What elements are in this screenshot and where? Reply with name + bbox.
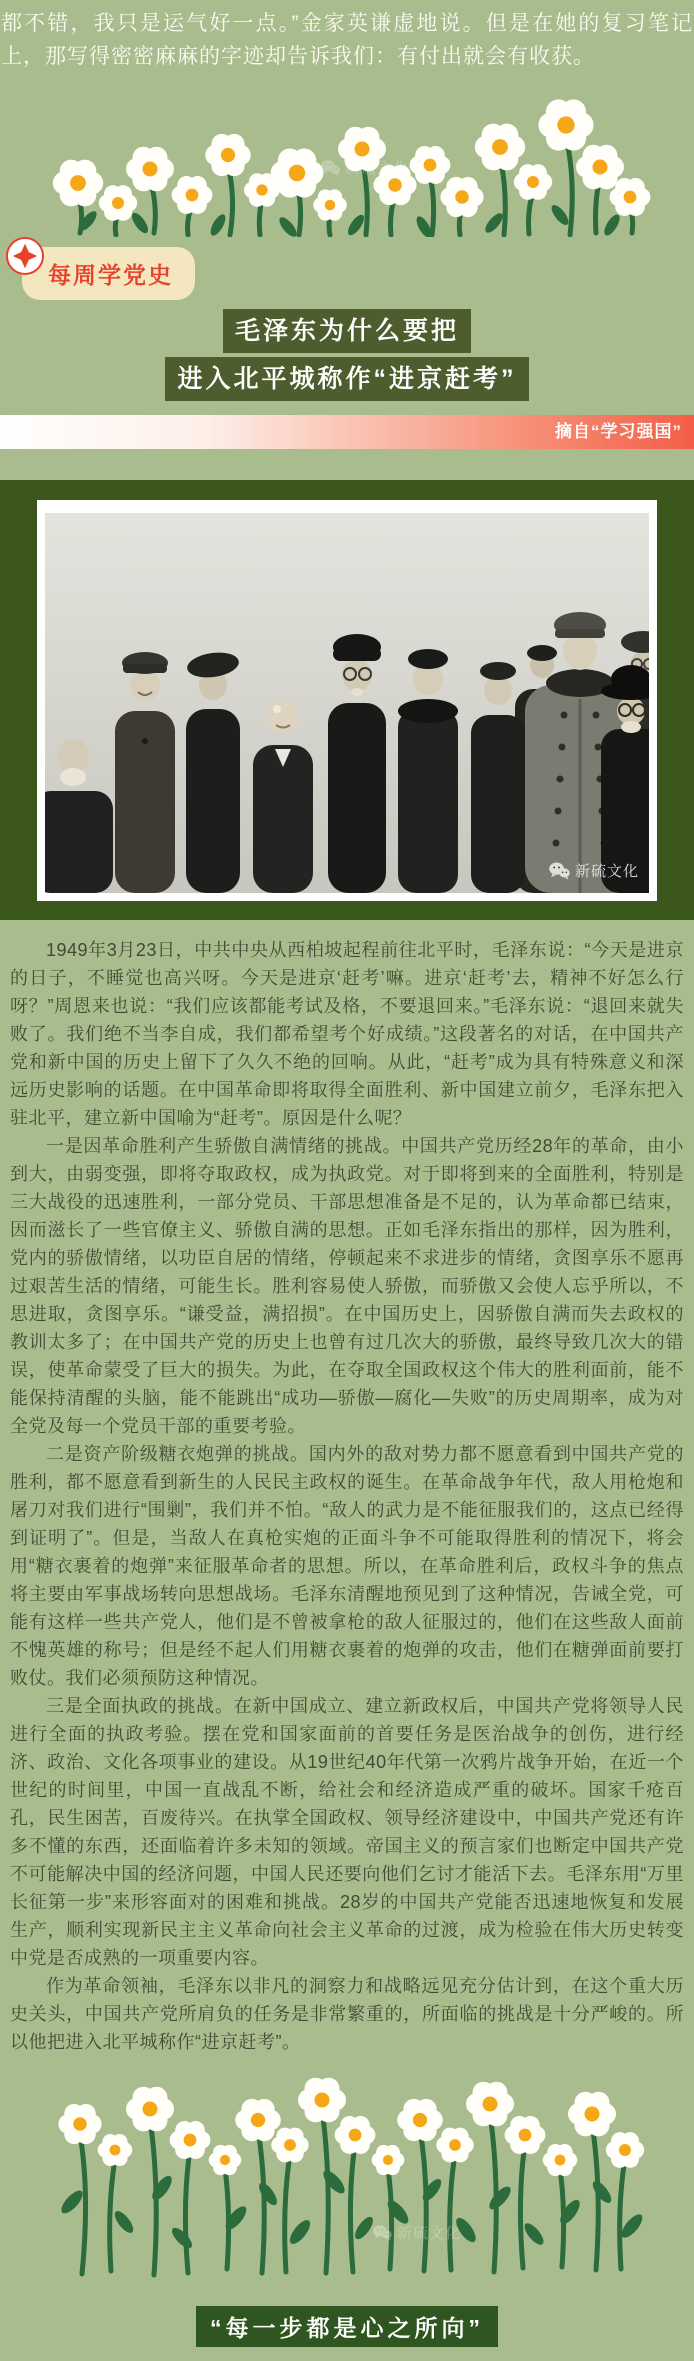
daisy-art-top <box>0 75 694 237</box>
watermark-text: 新硫文化 <box>345 160 410 177</box>
spacer <box>0 449 694 480</box>
watermark-text: 新硫文化 <box>574 863 639 880</box>
star-icon <box>6 237 44 275</box>
article-title <box>0 307 694 403</box>
daisy-illustration-bottom <box>0 2062 694 2300</box>
source-ribbon-label: 摘自“学习强国” <box>555 422 682 441</box>
title-line-1: 毛泽东为什么要把 <box>223 309 471 353</box>
intro-paragraph: 都不错，我只是运气好一点。”金家英谦虚地说。但是在她的复习笔记上，那写得密密麻麻的字迹却告诉我们：有付出就会有收获。 <box>1 12 693 68</box>
footer-quote-row <box>0 2300 694 2361</box>
paragraph-4: 三是全面执政的挑战。在新中国成立、建立新政权后，中国共产党将领导人民进行全面的执政考验。摆在党和国家面前的首要任务是医治战争的创伤，进行经济、政治、文化各项事业的建设。从19世纪40年代第一次鸦片战争开始，在近一个世纪的时间里，中国一直战乱不断，给社会和经济造成严重的破坏。国家千疮百孔，民生困苦，百废待兴。在执掌全国政权、领导经济建设中，中国共产党还有许多不懂的东西，还面临着许多未知的领域。帝国主义的预言家们也断定中国共产党不可能解决中国的经济问题，中国人民还要向他们乞讨才能活下去。毛泽东用“万里长征第一步”来形容面对的困难和挑战。28岁的中国共产党能否迅速地恢复和发展生产，顺利实现新民主主义革命向社会主义革命的过渡，成为检验在伟大历史转变中党是否成熟的一项重要内容。 <box>10 1696 684 1968</box>
source-ribbon <box>0 415 694 449</box>
watermark-text: 新硫文化 <box>397 2225 462 2242</box>
watermark <box>548 860 639 881</box>
daisy-illustration-top <box>0 75 694 237</box>
paragraph-1: 1949年3月23日，中共中央从西柏坡起程前往北平时，毛泽东说：“今天是进京的日子，不睡觉也高兴呀。今天是进京‘赶考’嘛。进京‘赶考’去，精神不好怎么行呀？”周恩来也说：“我们应该都能考试及格，不要退回来。”毛泽东说：“退回来就失败了。我们绝不当李自成，我们都希望考个好成绩。”这段著名的对话，在中国共产党和新中国的历史上留下了久久不绝的回响。从此，“赶考”成为具有特殊意义和深远历史影响的话题。在中国革命即将取得全面胜利、新中国建立前夕，毛泽东把入驻北平，建立新中国喻为“赶考”。原因是什么呢？ <box>10 940 684 1128</box>
paragraph-2: 一是因革命胜利产生骄傲自满情绪的挑战。中国共产党历经28年的革命，由小到大，由弱变强，即将夺取政权，成为执政党。对于即将到来的全面胜利，特别是三大战役的迅速胜利，一部分党员、干部思想准备是不足的，认为革命都已结束，因而滋长了一些官僚主义、骄傲自满的思想。正如毛泽东指出的那样，因为胜利，党内的骄傲情绪，以功臣自居的情绪，停顿起来不求进步的情绪，贪图享乐不愿再过艰苦生活的情绪，可能生长。胜利容易使人骄傲，而骄傲又会使人忘乎所以，不思进取，贪图享乐。“谦受益，满招损”。在中国历史上，因骄傲自满而失去政权的教训太多了；在中国共产党的历史上也曾有过几次大的骄傲，最终导致几次大的错误，使革命蒙受了巨大的损失。为此，在夺取全国政权这个伟大的胜利面前，能不能保持清醒的头脑，能不能跳出“成功—骄傲—腐化—失败”的历史周期率，成为对全党及每一个党员干部的重要考验。 <box>10 1136 684 1436</box>
wechat-logo-icon <box>320 159 340 176</box>
footer-quote: “每一步都是心之所向” <box>196 2306 498 2347</box>
photo-card <box>37 500 657 901</box>
daisy-art-bottom <box>0 2062 694 2300</box>
watermark <box>372 2222 461 2243</box>
wechat-logo-icon <box>548 861 570 880</box>
photo-frame <box>0 480 694 920</box>
group-photo-art <box>45 513 649 893</box>
article-body <box>0 920 694 2062</box>
historical-group-photo <box>45 513 649 893</box>
watermark <box>320 157 409 178</box>
title-line-2: 进入北平城称作“进京赶考” <box>165 357 528 401</box>
paragraph-3: 二是资产阶级糖衣炮弹的挑战。国内外的敌对势力都不愿意看到中国共产党的胜利，都不愿意看到新生的人民民主政权的诞生。在革命战争年代，敌人用枪炮和屠刀对我们进行“围剿”，我们并不怕。“敌人的武力是不能征服我们的，这点已经得到证明了”。但是，当敌人在真枪实炮的正面斗争不可能取得胜利的情况下，将会用“糖衣裹着的炮弹”来征服革命者的思想。所以，在革命胜利后，政权斗争的焦点将主要由军事战场转向思想战场。毛泽东清醒地预见到了这种情况，告诫全党，可能有这样一些共产党人，他们是不曾被拿枪的敌人征服过的，他们在这些敌人面前不愧英雄的称号；但是经不起人们用糖衣裹着的炮弹的攻击，他们在糖弹面前要打败仗。我们必须预防这种情况。 <box>10 1444 684 1688</box>
section-badge <box>0 241 694 297</box>
section-badge-label: 每周学党史 <box>22 247 195 300</box>
paragraph-5: 作为革命领袖，毛泽东以非凡的洞察力和战略远见充分估计到，在这个重大历史关头，中国共产党所肩负的任务是非常繁重的，所面临的挑战是十分严峻的。所以他把进入北平城称作“进京赶考”。 <box>10 1976 684 2052</box>
wechat-logo-icon <box>372 2224 392 2241</box>
